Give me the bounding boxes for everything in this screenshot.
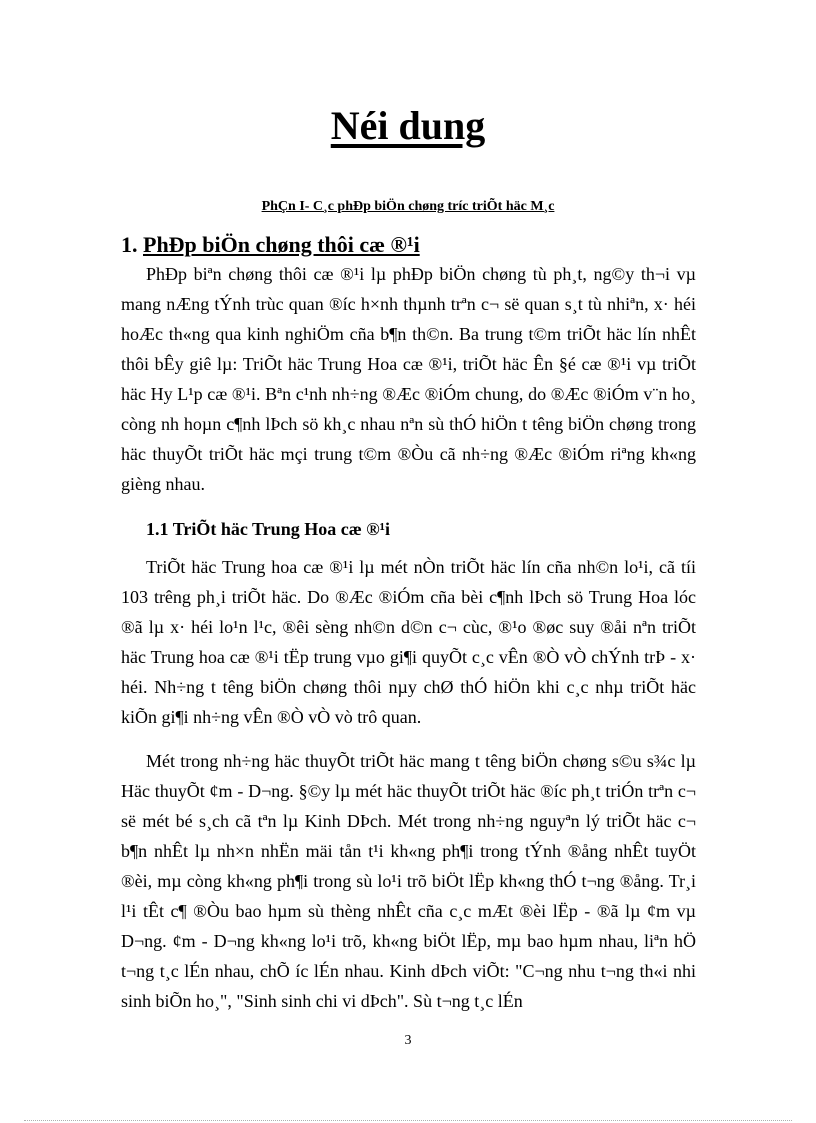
page-number: 3 [404, 1033, 412, 1048]
part-heading: PhÇn I- C¸c phÐp biÖn chøng tríc triÕt häc M¸c [261, 199, 555, 214]
page-bottom-divider [24, 1120, 792, 1121]
section-number: 1. [121, 232, 138, 257]
paragraph-yin-yang: Mét trong nh÷ng häc thuyÕt triÕt häc mang t têng biÖn chøng s©u s¾c lµ Häc thuyÕt ¢m - D¬ng. §©y lµ mét häc thuyÕt triÕt häc ®íc ph¸t triÓn trªn c¬ së mét bé s¸ch cã tªn lµ Kinh DÞch. Mét trong nh÷ng nguyªn lý triÕt häc c¬ b¶n nhÊt lµ nh×n nhËn mäi tån t¹i kh«ng ph¶i trong tÝnh ®ång nhÊt tuyÖt ®èi, mµ còng kh«ng ph¶i trong sù lo¹i trõ biÖt lËp kh«ng thÓ t¬ng ®ång. Tr¸i l¹i tÊt c¶ ®Òu bao hµm sù thèng nhÊt cña c¸c mÆt ®èi lËp - ®ã lµ ¢m vµ D¬ng. ¢m - D¬ng kh«ng lo¹i trõ, kh«ng biÖt lËp, mµ bao hµm nhau, liªn hÖ t¬ng t¸c lÉn nhau, chÕ íc lÉn nhau. Kinh dÞch viÕt: "C¬ng nhu t¬ng th«i nhi sinh biÕn ho¸", "Sinh sinh chi vi dÞch". Sù t¬ng t¸c lÉn [121, 751, 696, 1011]
subsection-number: 1.1 [146, 519, 169, 539]
page-title: Néi dung [330, 103, 486, 148]
paragraph-chinese-philosophy: TriÕt häc Trung hoa cæ ®¹i lµ mét nÒn triÕt häc lín cña nh©n lo¹i, cã tíi 103 trêng ph¸i triÕt häc. Do ®Æc ®iÓm cña bèi c¶nh lÞch sö Trung Hoa lóc ®ã lµ x· héi lo¹n l¹c, ®êi sèng nh©n d©n c¬ cùc, ®¹o ®øc suy ®åi nªn triÕt häc Trung hoa cæ ®¹i tËp trung vµo gi¶i quyÕt c¸c vÊn ®Ò vÒ chÝnh trÞ - x· héi. Nh÷ng t têng biÖn chøng thôi nµy chØ thÓ hiÖn khi c¸c nhµ triÕt häc kiÕn gi¶i nh÷ng vÊn ®Ò vÒ vò trô quan. [121, 557, 696, 727]
paragraph-intro: PhÐp biªn chøng thôi cæ ®¹i lµ phÐp biÖn chøng tù ph¸t, ng©y th¬i vµ mang nÆng tÝnh trùc quan ®íc h×nh thµnh trªn c¬ së quan s¸t tù nhiªn, x· héi hoÆc th«ng qua kinh nghiÖm cña b¶n th©n. Ba trung t©m triÕt häc lín nhÊt thôi bÊy giê lµ: TriÕt häc Trung Hoa cæ ®¹i, triÕt häc Ên §é cæ ®¹i vµ triÕt häc Hy L¹p cæ ®¹i. Bªn c¹nh nh÷ng ®Æc ®iÓm chung, do ®Æc ®iÓm v¨n ho¸ còng nh hoµn c¶nh lÞch sö kh¸c nhau nªn sù thÓ hiÖn t têng biÖn chøng trong häc thuyÕt triÕt häc mçi trung t©m ®Òu cã nh÷ng ®Æc ®iÓm riªng kh«ng gièng nhau. [121, 264, 696, 494]
subsection-title: TriÕt häc Trung Hoa cæ ®¹i [172, 519, 391, 539]
subsection-heading [146, 515, 390, 543]
section-title: PhÐp biÖn chøng thôi cæ ®¹i [143, 232, 420, 257]
section-heading [121, 230, 420, 260]
